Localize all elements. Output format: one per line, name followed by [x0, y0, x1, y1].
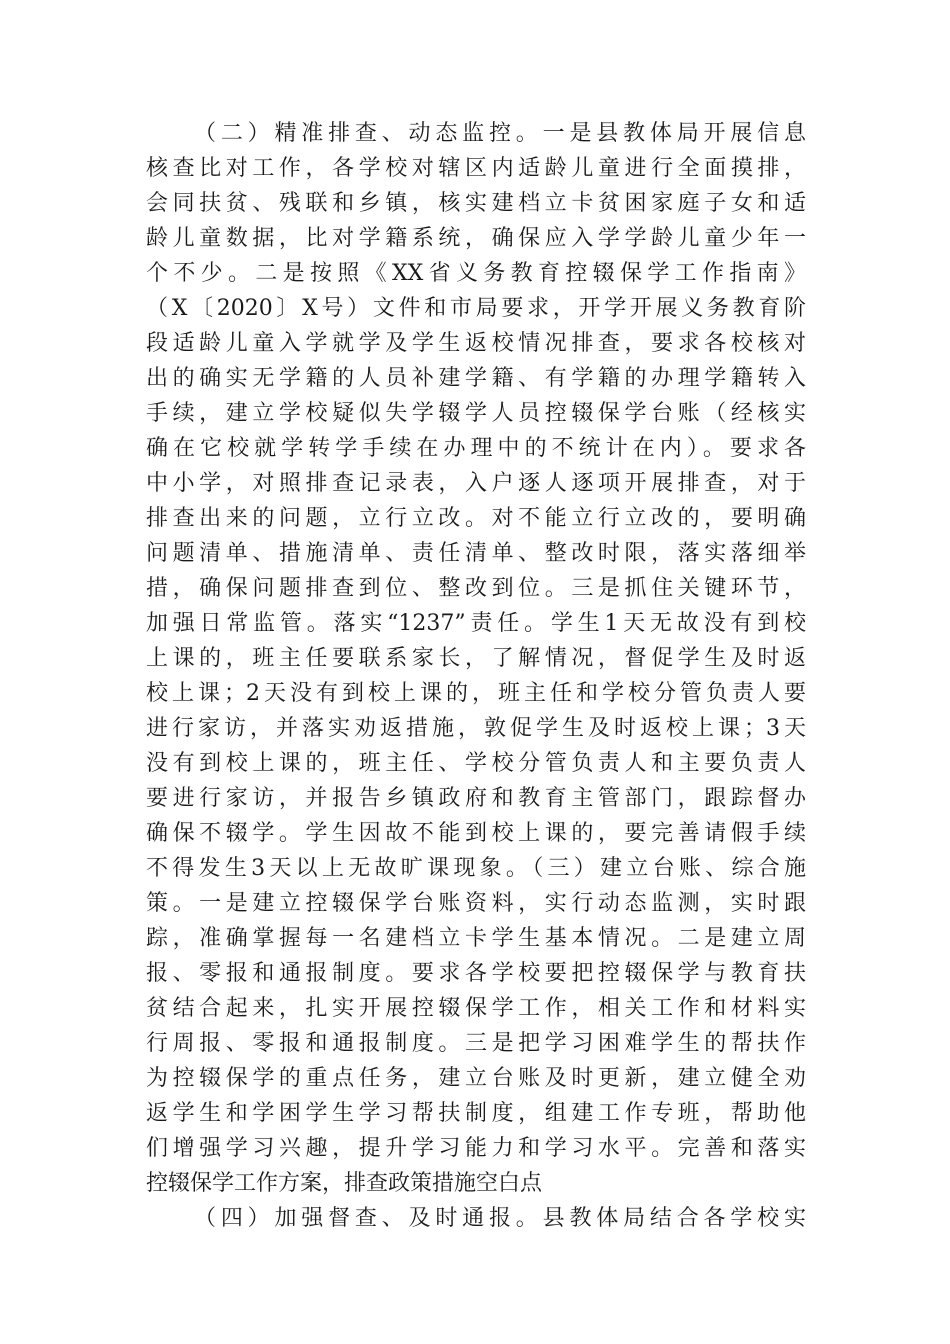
text-line: 加强日常监管。落实“1237”责任。学生1天无故没有到校: [146, 611, 806, 636]
text-line: 确保不辍学。学生因故不能到校上课的，要完善请假手续: [146, 821, 806, 846]
text-line: 校上课；2天没有到校上课的，班主任和学校分管负责人要: [146, 681, 806, 706]
text-line: 返学生和学困学生学习帮扶制度，组建工作专班，帮助他: [146, 1101, 806, 1126]
text-line: 确在它校就学转学手续在办理中的不统计在内）。要求各: [146, 436, 806, 461]
text-line: 上课的，班主任要联系家长，了解情况，督促学生及时返: [146, 646, 806, 671]
text-line: （二）精准排查、动态监控。一是县教体局开展信息: [194, 121, 806, 146]
text-line: 们增强学习兴趣，提升学习能力和学习水平。完善和落实: [146, 1136, 806, 1161]
text-line: 报、零报和通报制度。要求各学校要把控辍保学与教育扶: [146, 961, 806, 986]
text-line: 中小学，对照排查记录表，入户逐人逐项开展排查，对于: [146, 471, 806, 496]
text-line: 会同扶贫、残联和乡镇，核实建档立卡贫困家庭子女和适: [146, 191, 806, 216]
text-line: 核查比对工作，各学校对辖区内适龄儿童进行全面摸排，: [146, 156, 806, 181]
text-line: 策。一是建立控辍保学台账资料，实行动态监测，实时跟: [146, 891, 806, 916]
text-line: 踪，准确掌握每一名建档立卡学生基本情况。二是建立周: [146, 926, 806, 951]
text-line: 出的确实无学籍的人员补建学籍、有学籍的办理学籍转入: [146, 366, 806, 391]
text-line: 进行家访，并落实劝返措施，敦促学生及时返校上课；3天: [146, 716, 806, 741]
text-line: 措，确保问题排查到位、整改到位。三是抓住关键环节，: [146, 576, 806, 601]
text-line: 个不少。二是按照《XX省义务教育控辍保学工作指南》: [146, 261, 806, 286]
text-line: 不得发生3天以上无故旷课现象。（三）建立台账、综合施: [146, 856, 806, 881]
text-line: 没有到校上课的，班主任、学校分管负责人和主要负责人: [146, 751, 806, 776]
text-line: 排查出来的问题，立行立改。对不能立行立改的，要明确: [146, 506, 806, 531]
text-line: 问题清单、措施清单、责任清单、整改时限，落实落细举: [146, 541, 806, 566]
text-line: 控辍保学工作方案，排查政策措施空白点: [146, 1171, 543, 1196]
text-line: 为控辍保学的重点任务，建立台账及时更新，建立健全劝: [146, 1066, 806, 1091]
text-line: 龄儿童数据，比对学籍系统，确保应入学学龄儿童少年一: [146, 226, 806, 251]
text-line: 要进行家访，并报告乡镇政府和教育主管部门，跟踪督办: [146, 786, 806, 811]
text-line: 手续，建立学校疑似失学辍学人员控辍保学台账（经核实: [146, 401, 806, 426]
document-page: [146, 116, 806, 1236]
text-line: 贫结合起来，扎实开展控辍保学工作，相关工作和材料实: [146, 996, 806, 1021]
text-line: （四）加强督查、及时通报。县教体局结合各学校实: [194, 1206, 806, 1231]
text-line: 段适龄儿童入学就学及学生返校情况排查，要求各校核对: [146, 331, 806, 356]
text-line: 行周报、零报和通报制度。三是把学习困难学生的帮扶作: [146, 1031, 806, 1056]
text-line: （X〔2020〕X号）文件和市局要求，开学开展义务教育阶: [146, 296, 806, 321]
